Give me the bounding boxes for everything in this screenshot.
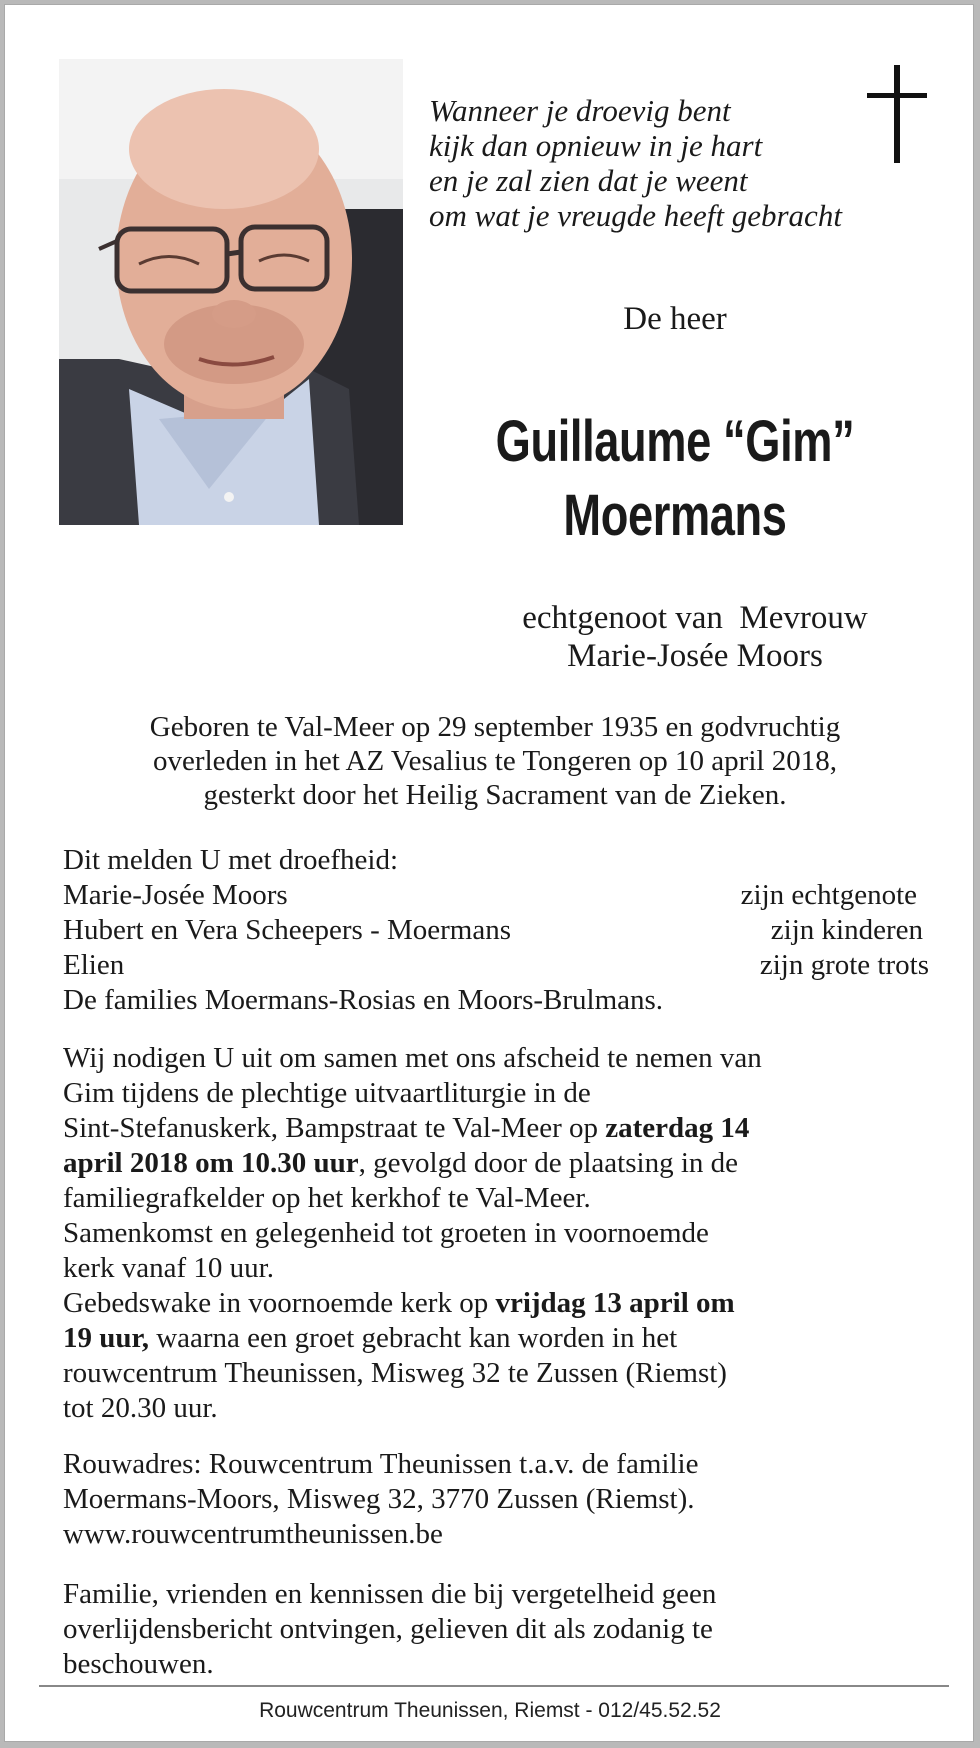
deceased-name — [472, 405, 878, 553]
service-line: rouwcentrum Theunissen, Misweg 32 te Zussen (Riemst) — [63, 1357, 727, 1389]
poem — [429, 93, 869, 233]
salutation: De heer — [623, 301, 727, 337]
born-line: overleden in het AZ Vesalius te Tongeren op 10 april 2018, — [153, 745, 837, 777]
closing-line: Familie, vrienden en kennissen die bij vergetelheid geen — [63, 1578, 717, 1610]
portrait-photo — [59, 59, 403, 525]
poem-line: en je zal zien dat je weent — [429, 163, 748, 198]
closing-line: overlijdensbericht ontvingen, gelieven dit als zodanig te — [63, 1613, 713, 1645]
mourner-name: Hubert en Vera Scheepers - Moermans — [63, 914, 511, 946]
mourner-relation: zijn grote trots — [759, 949, 929, 981]
mourning-address — [63, 1447, 923, 1552]
poem-line: kijk dan opnieuw in je hart — [429, 128, 763, 163]
cross-icon — [867, 65, 927, 163]
service-line: tot 20.30 uur. — [63, 1392, 218, 1424]
address-line: Moermans-Moors, Misweg 32, 3770 Zussen (Riemst). — [63, 1483, 695, 1515]
address-line: Rouwadres: Rouwcentrum Theunissen t.a.v. de familie — [63, 1448, 699, 1480]
service-line: Samenkomst en gelegenheid tot groeten in voornoemde — [63, 1217, 709, 1249]
spouse-line — [445, 599, 945, 675]
service-line: Gim tijdens de plechtige uitvaartliturgie in de — [63, 1077, 591, 1109]
families: De families Moermans-Rosias en Moors-Brulmans. — [63, 984, 664, 1016]
born-line: Geboren te Val-Meer op 29 september 1935 en godvruchtig — [149, 711, 841, 743]
service-line — [63, 1111, 923, 1146]
service-text: Gebedswake in voornoemde kerk op — [63, 1287, 496, 1319]
mourners-list — [63, 843, 929, 1018]
website-link[interactable]: www.rouwcentrumtheunissen.be — [63, 1518, 443, 1550]
service-line — [63, 1286, 923, 1321]
name-line-2: Moermans — [563, 483, 787, 548]
birth-death-text — [45, 710, 945, 812]
wake-time: 19 uur, — [63, 1322, 149, 1354]
mourner-relation: zijn echtgenote — [740, 879, 917, 911]
name-line-1: Guillaume “Gim” — [495, 409, 855, 474]
closing-note — [63, 1577, 923, 1682]
service-text: waarna een groet gebracht kan worden in het — [148, 1322, 678, 1354]
service-date: zaterdag 14 — [605, 1112, 750, 1144]
service-details — [63, 1041, 923, 1426]
service-line: kerk vanaf 10 uur. — [63, 1252, 274, 1284]
service-line — [63, 1146, 923, 1181]
service-text: Sint-Stefanuskerk, Bampstraat te Val-Meer op — [63, 1112, 606, 1144]
poem-line: Wanneer je droevig bent — [429, 93, 731, 128]
service-date: april 2018 om 10.30 uur — [63, 1147, 359, 1179]
mourner-relation: zijn kinderen — [770, 914, 923, 946]
divider — [39, 1685, 949, 1687]
announce-intro: Dit melden U met droefheid: — [63, 844, 399, 876]
mourner-row — [63, 878, 923, 913]
spouse-line-2: Marie-Josée Moors — [567, 638, 823, 674]
closing-line: beschouwen. — [63, 1648, 214, 1680]
mourner-name: Marie-Josée Moors — [63, 879, 288, 911]
mourner-name: Elien — [63, 949, 125, 981]
mourner-row — [63, 948, 929, 983]
service-line: Wij nodigen U uit om samen met ons afscheid te nemen van — [63, 1042, 762, 1074]
footer-contact: Rouwcentrum Theunissen, Riemst - 012/45.52.52 — [259, 1699, 721, 1722]
born-line: gesterkt door het Heilig Sacrament van de Zieken. — [203, 779, 787, 811]
mourner-row — [63, 913, 923, 948]
service-line — [63, 1321, 923, 1356]
poem-line: om wat je vreugde heeft gebracht — [429, 198, 842, 233]
spouse-line-1: echtgenoot van Mevrouw — [522, 600, 868, 636]
service-text: , gevolgd door de plaatsing in de — [358, 1147, 738, 1179]
service-line: familiegrafkelder op het kerkhof te Val-Meer. — [63, 1182, 591, 1214]
wake-date: vrijdag 13 april om — [495, 1287, 735, 1319]
obituary-card — [4, 4, 974, 1742]
portrait-illustration — [59, 59, 403, 525]
